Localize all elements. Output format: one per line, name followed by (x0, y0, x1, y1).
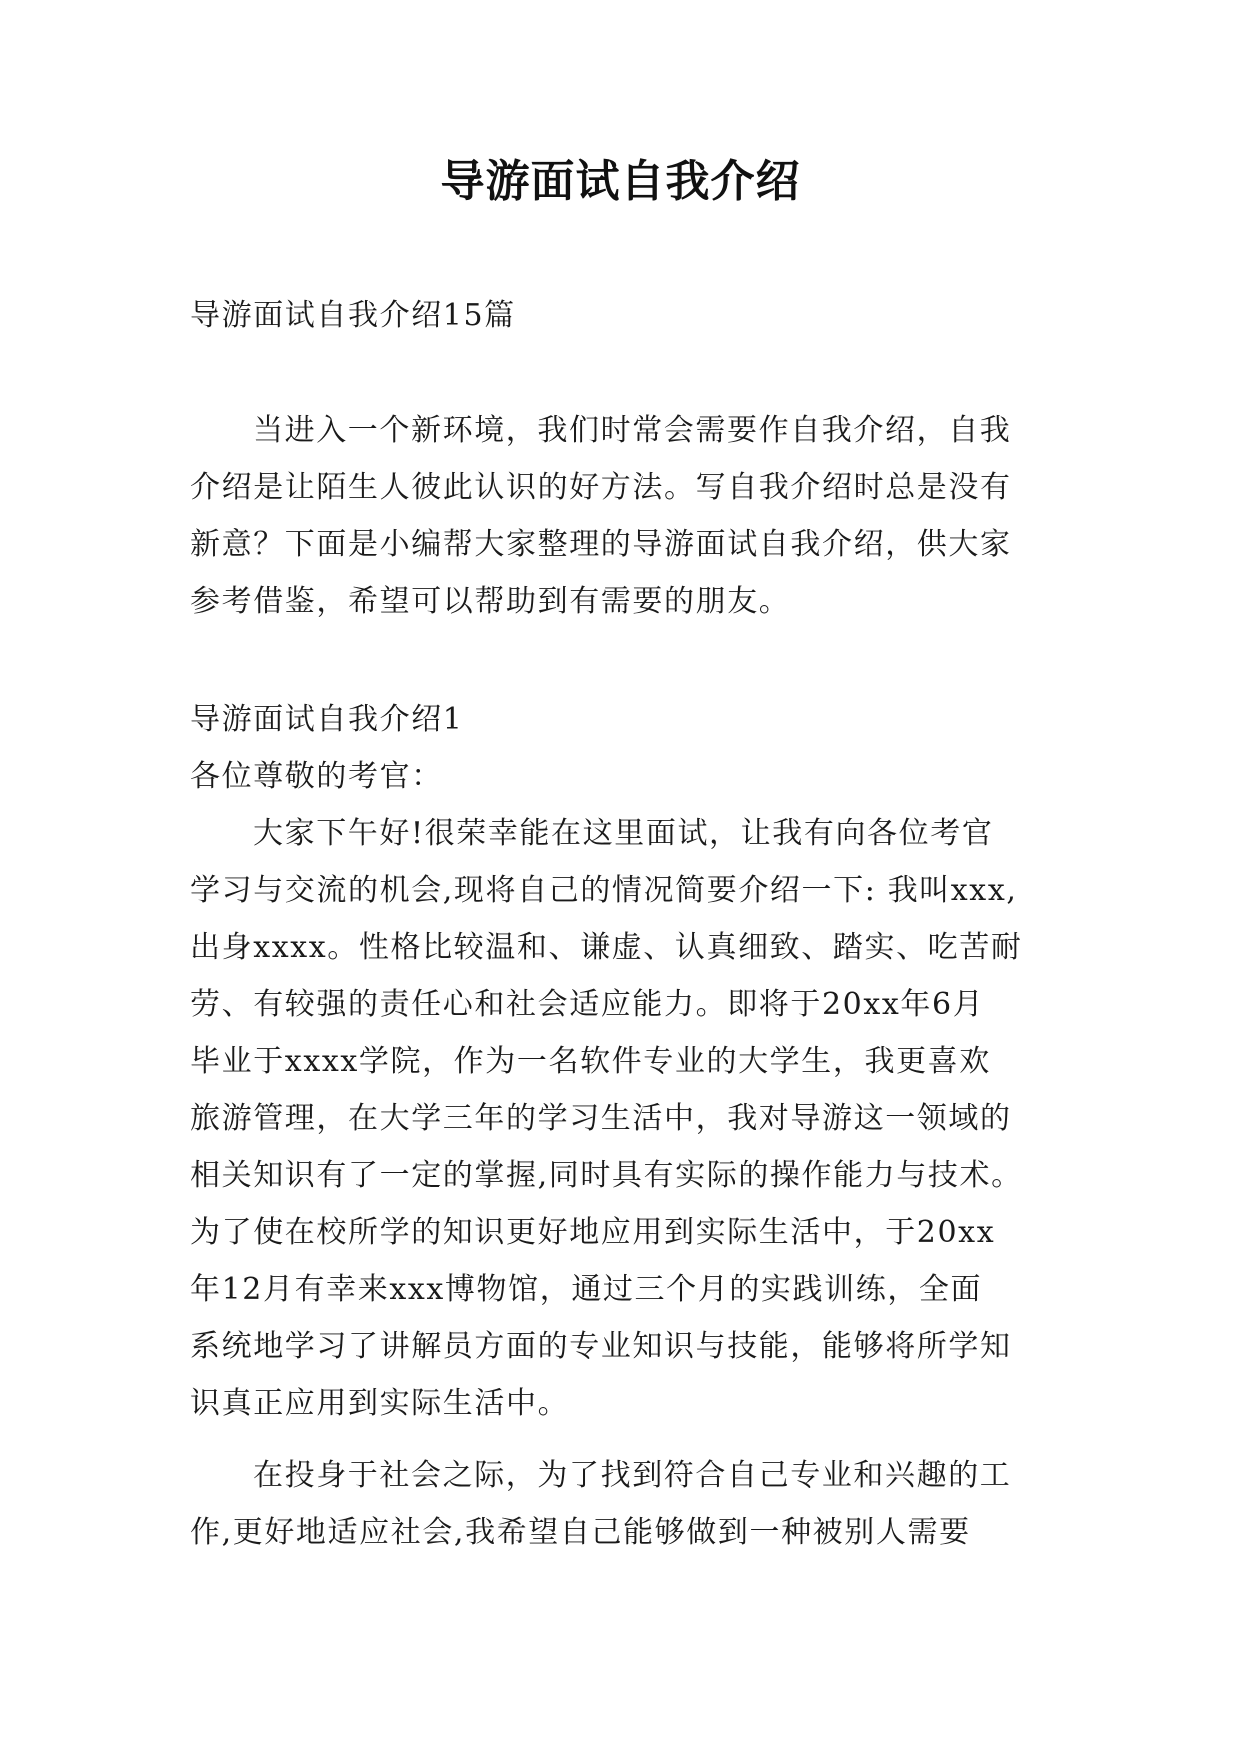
paragraph-line: 旅游管理，在大学三年的学习生活中，我对导游这一领域的 (190, 1101, 1012, 1136)
paragraph-line: 系统地学习了讲解员方面的专业知识与技能，能够将所学知 (190, 1329, 1012, 1364)
paragraph-line: 为了使在校所学的知识更好地应用到实际生活中，于20xx (190, 1215, 996, 1250)
paragraph-line: 年12月有幸来xxx博物馆，通过三个月的实践训练，全面 (190, 1272, 983, 1307)
intro-line: 介绍是让陌生人彼此认识的好方法。写自我介绍时总是没有 (190, 470, 1012, 505)
paragraph-line: 识真正应用到实际生活中。 (190, 1386, 570, 1421)
paragraph-line: 在投身于社会之际，为了找到符合自己专业和兴趣的工 (253, 1458, 1012, 1493)
paragraph-line: 学习与交流的机会,现将自己的情况简要介绍一下: 我叫xxx, (190, 873, 1018, 908)
paragraph-line: 劳、有较强的责任心和社会适应能力。即将于20xx年6月 (190, 987, 985, 1022)
document-title: 导游面试自我介绍 (440, 156, 801, 207)
section-heading: 导游面试自我介绍1 (190, 702, 464, 737)
intro-line: 参考借鉴，希望可以帮助到有需要的朋友。 (190, 584, 791, 619)
paragraph-line: 大家下午好!很荣幸能在这里面试，让我有向各位考官 (253, 816, 994, 851)
intro-line: 当进入一个新环境，我们时常会需要作自我介绍，自我 (253, 413, 1012, 448)
paragraph-line: 出身xxxx。性格比较温和、谦虚、认真细致、踏实、吃苦耐 (190, 930, 1023, 965)
document-subtitle: 导游面试自我介绍15篇 (190, 298, 516, 333)
paragraph-line: 作,更好地适应社会,我希望自己能够做到一种被别人需要 (190, 1515, 971, 1550)
paragraph-line: 相关知识有了一定的掌握,同时具有实际的操作能力与技术。 (190, 1158, 1023, 1193)
greeting: 各位尊敬的考官： (190, 759, 443, 794)
paragraph-line: 毕业于xxxx学院，作为一名软件专业的大学生，我更喜欢 (190, 1044, 991, 1079)
intro-line: 新意？下面是小编帮大家整理的导游面试自我介绍，供大家 (190, 527, 1012, 562)
